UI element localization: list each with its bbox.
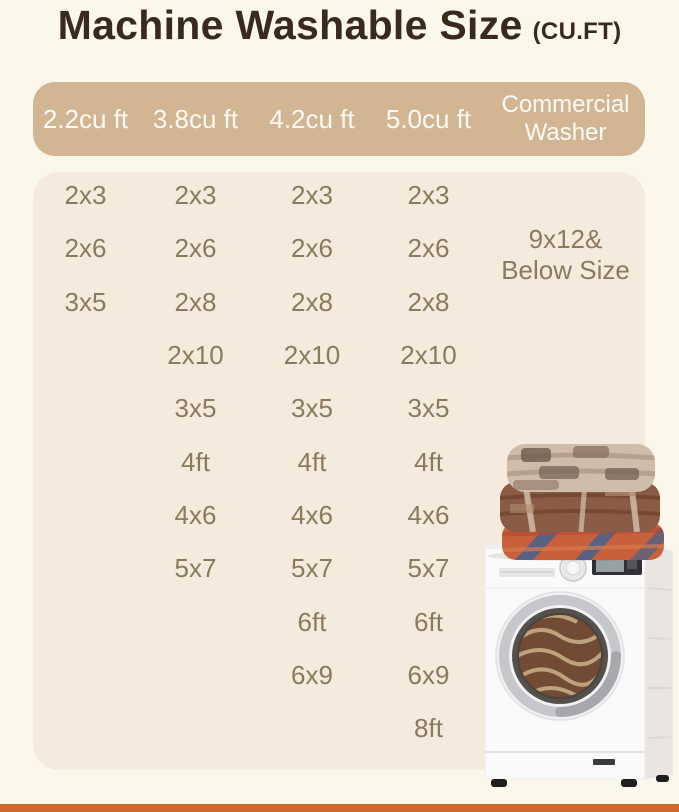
size-cell: 4ft (181, 446, 210, 477)
size-cell: 8ft (414, 713, 443, 744)
size-cell: 3x5 (64, 286, 107, 317)
size-cell: 2x8 (291, 286, 333, 317)
size-cell: 2x10 (167, 340, 224, 371)
bottom-accent-bar (0, 804, 679, 812)
size-cell: 5x7 (407, 553, 450, 584)
blankets-on-washer-illustration (455, 438, 679, 790)
size-cell: 3x5 (407, 393, 450, 424)
title-text: Machine Washable Size (57, 2, 523, 48)
size-cell: 6ft (414, 606, 443, 637)
page-title (0, 2, 679, 49)
size-cell: 4x6 (174, 499, 217, 530)
blanket-stack (487, 444, 664, 561)
size-cell: 2x3 (407, 180, 450, 211)
washer-side-panel (645, 545, 673, 779)
column-header-4-2cuft: 4.2cu ft (269, 103, 355, 134)
size-cell: 5x7 (291, 553, 333, 584)
commercial-note-line1: 9x12& (528, 224, 603, 254)
size-cell: 4x6 (291, 499, 333, 530)
size-cell: 6x9 (407, 659, 450, 690)
size-cell: 2x3 (291, 180, 333, 211)
size-cell: 2x8 (174, 286, 217, 317)
washing-machine (485, 545, 673, 787)
washer-door (496, 592, 624, 720)
size-cell: 4ft (414, 446, 443, 477)
washer-foot-left (491, 779, 507, 787)
size-cell: 2x3 (174, 180, 217, 211)
column-header-5-0cuft: 5.0cu ft (385, 103, 472, 134)
beige-blanket (507, 444, 655, 492)
size-cell: 2x6 (64, 233, 107, 264)
size-cell: 2x6 (407, 233, 450, 264)
size-cell: 2x10 (283, 340, 341, 371)
washer-foot-back (656, 775, 669, 782)
size-cell: 3x5 (174, 393, 217, 424)
table-header-row (33, 82, 645, 156)
size-cell: 6x9 (291, 659, 333, 690)
column-header-3-8cuft: 3.8cu ft (152, 103, 239, 134)
size-cell: 5x7 (174, 553, 217, 584)
size-cell: 4ft (297, 446, 327, 477)
washer-foot-right (621, 779, 637, 787)
size-cell: 6ft (297, 606, 327, 637)
size-cell: 2x10 (400, 340, 457, 371)
size-cell: 2x6 (291, 233, 333, 264)
size-cell: 2x6 (174, 233, 217, 264)
commercial-washer-note (486, 224, 645, 286)
size-cell: 2x3 (64, 180, 107, 211)
column-header-2-2cuft: 2.2cu ft (42, 103, 129, 134)
size-cell: 2x8 (407, 286, 450, 317)
title-unit-suffix: (CU.FT) (532, 18, 622, 45)
column-header-commercial-washer: Commercial Washer (501, 91, 630, 146)
commercial-note-line2: Below Size (501, 255, 630, 285)
size-cell: 4x6 (407, 499, 450, 530)
size-cell: 3x5 (291, 393, 333, 424)
kick-panel-vent (593, 759, 615, 765)
